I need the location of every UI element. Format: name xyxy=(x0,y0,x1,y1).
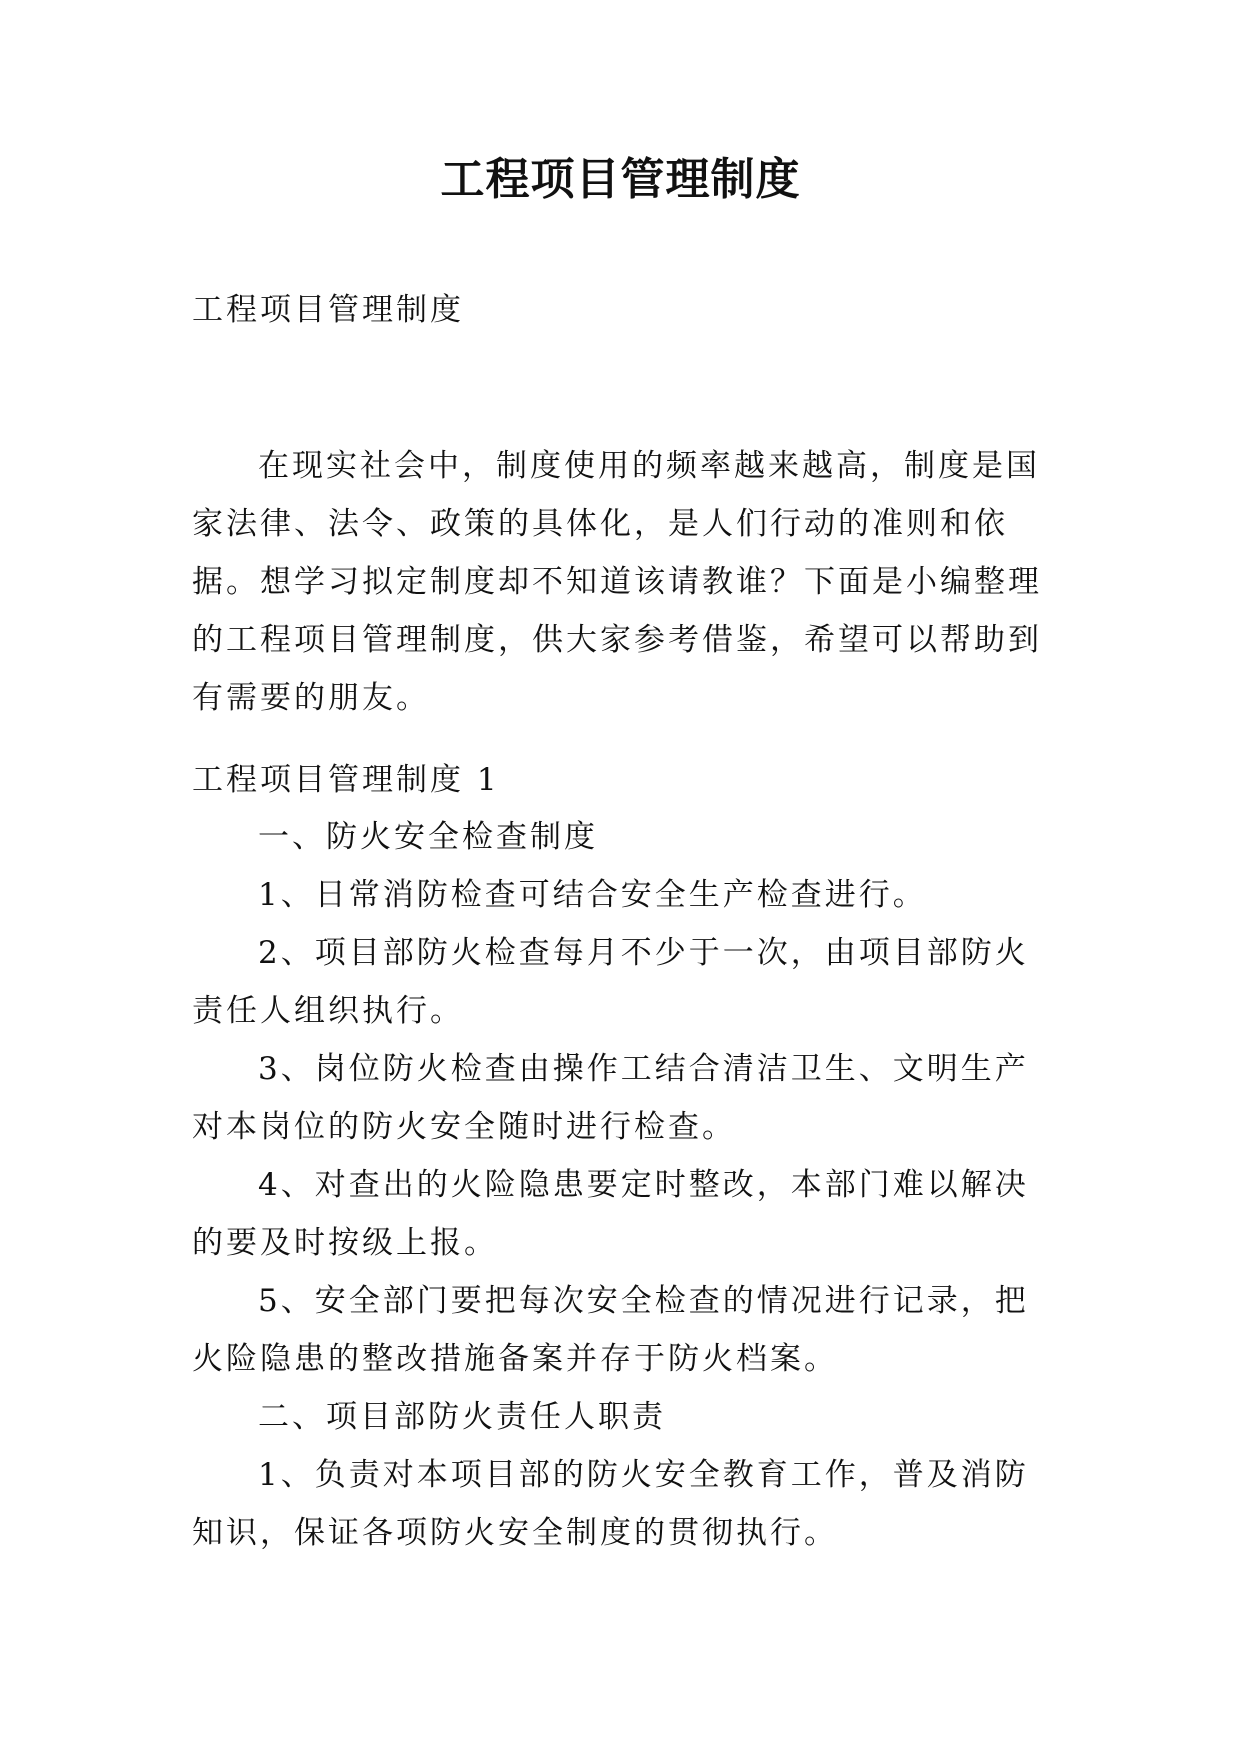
paragraph: 4、对查出的火险隐患要定时整改，本部门难以解决的要及时按级上报。 xyxy=(192,1167,1029,1261)
document-title: 工程项目管理制度 xyxy=(440,154,801,205)
paragraph: 3、岗位防火检查由操作工结合清洁卫生、文明生产对本岗位的防火安全随时进行检查。 xyxy=(192,1051,1029,1145)
intro-paragraph: 在现实社会中，制度使用的频率越来越高，制度是国家法律、法令、政策的具体化，是人们行动的准则和依据。想学习拟定制度却不知道该请教谁？下面是小编整理的工程项目管理制度，供大家参考借鉴，希望可以帮助到有需要的朋友。 xyxy=(192,448,1042,716)
section-heading: 二、项目部防火责任人职责 xyxy=(258,1399,666,1435)
section-title: 工程项目管理制度 1 xyxy=(192,762,500,798)
paragraph: 2、项目部防火检查每月不少于一次，由项目部防火责任人组织执行。 xyxy=(192,935,1029,1029)
document-subtitle: 工程项目管理制度 xyxy=(192,292,464,328)
paragraph: 1、日常消防检查可结合安全生产检查进行。 xyxy=(258,877,927,913)
paragraph: 1、负责对本项目部的防火安全教育工作，普及消防知识，保证各项防火安全制度的贯彻执行。 xyxy=(192,1457,1029,1551)
paragraph: 5、安全部门要把每次安全检查的情况进行记录，把火险隐患的整改措施备案并存于防火档案。 xyxy=(192,1283,1029,1377)
document-body xyxy=(192,808,1054,1562)
section-heading: 一、防火安全检查制度 xyxy=(258,819,598,855)
